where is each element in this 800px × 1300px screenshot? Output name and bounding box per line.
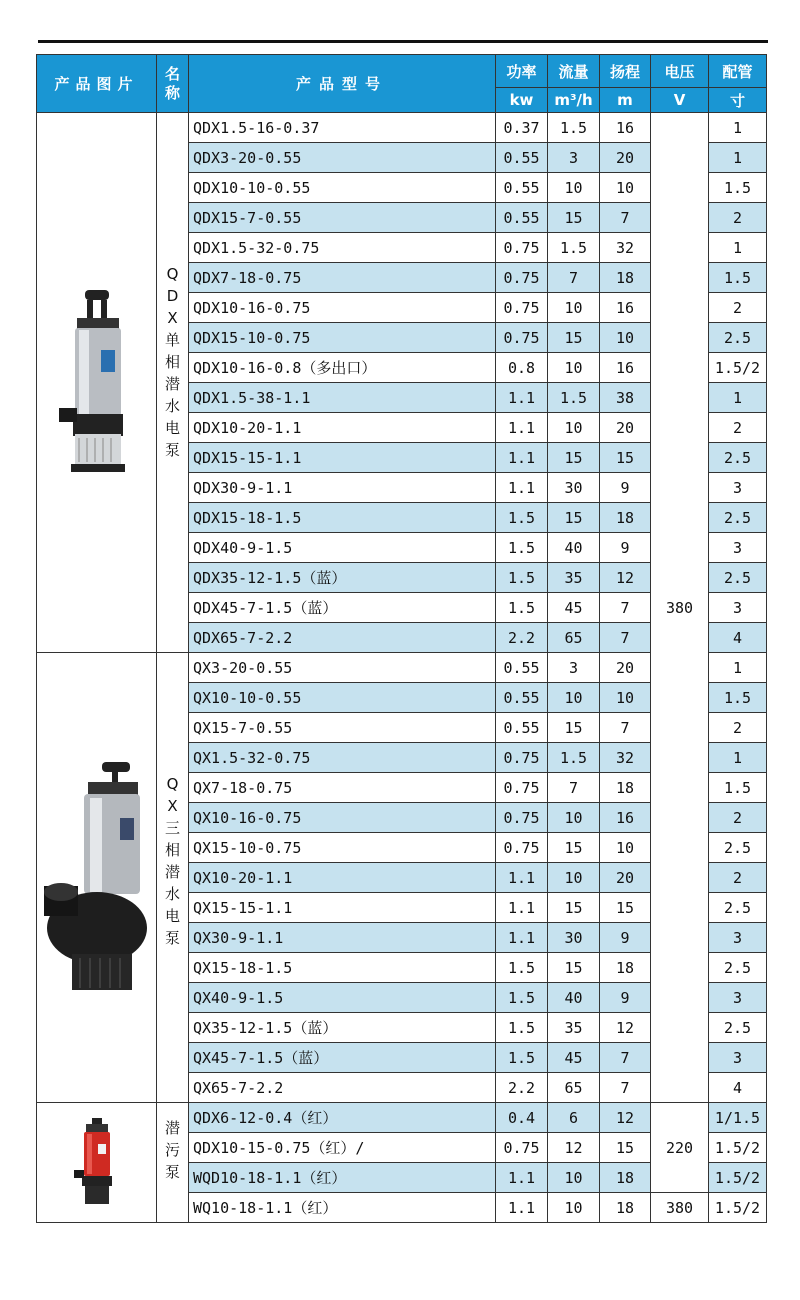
head-cell: 18 [600, 263, 651, 293]
product-name-cell [157, 113, 189, 653]
header-head: 扬程 [600, 55, 651, 88]
pipe-cell: 1 [709, 383, 767, 413]
pipe-cell: 2.5 [709, 833, 767, 863]
model-cell: QDX45-7-1.5（蓝） [189, 593, 496, 623]
model-cell: QX10-20-1.1 [189, 863, 496, 893]
product-name-char: 泵 [164, 1163, 180, 1181]
product-image-cell [37, 1103, 157, 1223]
pipe-cell: 2 [709, 293, 767, 323]
pipe-cell: 4 [709, 1073, 767, 1103]
pipe-cell: 1.5/2 [709, 1133, 767, 1163]
flow-cell: 1.5 [548, 113, 600, 143]
header-image-col: 产品图片 [37, 55, 157, 113]
header-pipe: 配管 [709, 55, 767, 88]
head-cell: 7 [600, 1043, 651, 1073]
header-model-col: 产品型号 [189, 55, 496, 113]
head-cell: 15 [600, 1133, 651, 1163]
power-cell: 1.1 [496, 1163, 548, 1193]
pipe-cell: 3 [709, 923, 767, 953]
power-cell: 1.5 [496, 983, 548, 1013]
model-cell: QX65-7-2.2 [189, 1073, 496, 1103]
model-cell: QDX1.5-16-0.37 [189, 113, 496, 143]
model-cell: QX40-9-1.5 [189, 983, 496, 1013]
model-cell: QDX10-16-0.75 [189, 293, 496, 323]
flow-cell: 45 [548, 1043, 600, 1073]
power-cell: 0.55 [496, 653, 548, 683]
model-cell: WQD10-18-1.1（红） [189, 1163, 496, 1193]
pipe-cell: 2.5 [709, 563, 767, 593]
model-cell: QDX10-15-0.75（红）/ [189, 1133, 496, 1163]
pipe-cell: 2 [709, 713, 767, 743]
power-cell: 1.1 [496, 863, 548, 893]
product-name-char: 电 [164, 419, 180, 437]
head-cell: 16 [600, 803, 651, 833]
power-cell: 1.5 [496, 533, 548, 563]
pipe-cell: 2.5 [709, 443, 767, 473]
model-cell: QX45-7-1.5（蓝） [189, 1043, 496, 1073]
product-name-char: 水 [164, 885, 180, 903]
power-cell: 0.55 [496, 713, 548, 743]
model-cell: QDX15-15-1.1 [189, 443, 496, 473]
model-cell: QDX30-9-1.1 [189, 473, 496, 503]
model-cell: QDX1.5-32-0.75 [189, 233, 496, 263]
model-cell: QDX10-20-1.1 [189, 413, 496, 443]
pipe-cell: 2.5 [709, 953, 767, 983]
head-cell: 16 [600, 113, 651, 143]
power-cell: 0.75 [496, 803, 548, 833]
flow-cell: 10 [548, 863, 600, 893]
pipe-cell: 4 [709, 623, 767, 653]
product-name-char: D [166, 287, 179, 305]
head-cell: 18 [600, 1163, 651, 1193]
pipe-cell: 1/1.5 [709, 1103, 767, 1133]
flow-cell: 12 [548, 1133, 600, 1163]
head-cell: 7 [600, 203, 651, 233]
header-voltage: 电压 [651, 55, 709, 88]
power-cell: 0.75 [496, 773, 548, 803]
silver-single-phase-pump-icon [37, 288, 156, 478]
pipe-cell: 1 [709, 233, 767, 263]
header-name-char: 名 [164, 64, 180, 83]
flow-cell: 10 [548, 293, 600, 323]
head-cell: 7 [600, 1073, 651, 1103]
table-row [37, 1103, 767, 1133]
voltage-cell: 220 [651, 1103, 709, 1193]
product-name-char: 污 [164, 1141, 180, 1159]
header-name-col [157, 55, 189, 113]
flow-cell: 10 [548, 173, 600, 203]
flow-cell: 6 [548, 1103, 600, 1133]
head-cell: 10 [600, 833, 651, 863]
power-cell: 1.1 [496, 413, 548, 443]
power-cell: 0.37 [496, 113, 548, 143]
pipe-cell: 1.5/2 [709, 353, 767, 383]
flow-cell: 10 [548, 803, 600, 833]
head-cell: 15 [600, 443, 651, 473]
flow-cell: 1.5 [548, 383, 600, 413]
product-image-cell [37, 113, 157, 653]
product-name-cell [157, 1103, 189, 1223]
model-cell: QDX15-7-0.55 [189, 203, 496, 233]
model-cell: QX30-9-1.1 [189, 923, 496, 953]
power-cell: 1.1 [496, 443, 548, 473]
model-cell: QDX65-7-2.2 [189, 623, 496, 653]
header-name-char: 称 [164, 83, 180, 102]
pipe-cell: 3 [709, 593, 767, 623]
pipe-cell: 1.5 [709, 773, 767, 803]
head-cell: 9 [600, 473, 651, 503]
head-cell: 9 [600, 983, 651, 1013]
model-cell: QDX35-12-1.5（蓝） [189, 563, 496, 593]
voltage-cell: 380 [651, 1193, 709, 1223]
pipe-cell: 3 [709, 533, 767, 563]
pipe-cell: 1 [709, 143, 767, 173]
power-cell: 0.75 [496, 1133, 548, 1163]
model-cell: QDX7-18-0.75 [189, 263, 496, 293]
flow-cell: 45 [548, 593, 600, 623]
flow-cell: 10 [548, 1193, 600, 1223]
model-cell: QX3-20-0.55 [189, 653, 496, 683]
pipe-cell: 1.5/2 [709, 1193, 767, 1223]
model-cell: QX10-10-0.55 [189, 683, 496, 713]
head-cell: 20 [600, 653, 651, 683]
flow-cell: 1.5 [548, 233, 600, 263]
power-cell: 1.1 [496, 383, 548, 413]
pipe-cell: 2.5 [709, 1013, 767, 1043]
head-cell: 18 [600, 953, 651, 983]
product-name-char: 潜 [164, 863, 180, 881]
black-three-phase-pump-icon [37, 758, 156, 998]
flow-cell: 15 [548, 323, 600, 353]
product-name-char: 单 [164, 331, 180, 349]
flow-cell: 15 [548, 443, 600, 473]
power-cell: 0.75 [496, 233, 548, 263]
model-cell: QDX10-16-0.8（多出口） [189, 353, 496, 383]
head-cell: 7 [600, 593, 651, 623]
product-name-char: 水 [164, 397, 180, 415]
power-cell: 1.1 [496, 893, 548, 923]
model-cell: QDX15-18-1.5 [189, 503, 496, 533]
product-name-char: X [167, 309, 178, 327]
model-cell: WQ10-18-1.1（红） [189, 1193, 496, 1223]
flow-cell: 7 [548, 263, 600, 293]
head-cell: 9 [600, 923, 651, 953]
power-cell: 0.55 [496, 173, 548, 203]
product-name-cell [157, 653, 189, 1103]
pipe-cell: 2 [709, 803, 767, 833]
flow-cell: 10 [548, 683, 600, 713]
head-cell: 7 [600, 713, 651, 743]
power-cell: 0.75 [496, 743, 548, 773]
product-name-char: 泵 [164, 441, 180, 459]
power-cell: 0.75 [496, 323, 548, 353]
power-cell: 0.75 [496, 833, 548, 863]
head-cell: 15 [600, 893, 651, 923]
flow-cell: 30 [548, 923, 600, 953]
header-pipe-unit: 寸 [709, 88, 767, 113]
model-cell: QX15-10-0.75 [189, 833, 496, 863]
power-cell: 0.55 [496, 203, 548, 233]
power-cell: 2.2 [496, 1073, 548, 1103]
flow-cell: 35 [548, 1013, 600, 1043]
product-name-char: Q [166, 265, 179, 283]
pipe-cell: 1.5 [709, 683, 767, 713]
pipe-cell: 1 [709, 743, 767, 773]
model-cell: QX15-7-0.55 [189, 713, 496, 743]
model-cell: QDX1.5-38-1.1 [189, 383, 496, 413]
flow-cell: 10 [548, 413, 600, 443]
head-cell: 32 [600, 233, 651, 263]
top-rule [38, 40, 768, 43]
power-cell: 0.4 [496, 1103, 548, 1133]
model-cell: QDX15-10-0.75 [189, 323, 496, 353]
product-name-char: 相 [164, 353, 180, 371]
flow-cell: 3 [548, 653, 600, 683]
pipe-cell: 1.5/2 [709, 1163, 767, 1193]
spec-table [36, 54, 767, 1223]
pipe-cell: 1 [709, 653, 767, 683]
head-cell: 10 [600, 323, 651, 353]
model-cell: QX15-15-1.1 [189, 893, 496, 923]
model-cell: QX1.5-32-0.75 [189, 743, 496, 773]
product-image-cell [37, 653, 157, 1103]
flow-cell: 40 [548, 983, 600, 1013]
pipe-cell: 3 [709, 473, 767, 503]
flow-cell: 1.5 [548, 743, 600, 773]
header-power-unit: kw [496, 88, 548, 113]
head-cell: 16 [600, 293, 651, 323]
flow-cell: 15 [548, 203, 600, 233]
red-sewage-pump-icon [37, 1118, 156, 1208]
head-cell: 18 [600, 503, 651, 533]
product-name-char: Q [166, 775, 179, 793]
power-cell: 0.75 [496, 293, 548, 323]
header-power: 功率 [496, 55, 548, 88]
flow-cell: 30 [548, 473, 600, 503]
pipe-cell: 2 [709, 203, 767, 233]
head-cell: 18 [600, 1193, 651, 1223]
pipe-cell: 2.5 [709, 893, 767, 923]
power-cell: 1.5 [496, 563, 548, 593]
flow-cell: 35 [548, 563, 600, 593]
pipe-cell: 3 [709, 983, 767, 1013]
head-cell: 16 [600, 353, 651, 383]
head-cell: 12 [600, 1013, 651, 1043]
power-cell: 0.55 [496, 683, 548, 713]
head-cell: 10 [600, 683, 651, 713]
power-cell: 0.8 [496, 353, 548, 383]
power-cell: 1.1 [496, 1193, 548, 1223]
head-cell: 20 [600, 143, 651, 173]
head-cell: 10 [600, 173, 651, 203]
table-row [37, 113, 767, 143]
header-head-unit: m [600, 88, 651, 113]
head-cell: 38 [600, 383, 651, 413]
head-cell: 32 [600, 743, 651, 773]
head-cell: 20 [600, 413, 651, 443]
power-cell: 0.75 [496, 263, 548, 293]
head-cell: 12 [600, 1103, 651, 1133]
flow-cell: 15 [548, 893, 600, 923]
product-name-char: 三 [164, 819, 180, 837]
model-cell: QDX40-9-1.5 [189, 533, 496, 563]
pipe-cell: 2.5 [709, 323, 767, 353]
header-flow: 流量 [548, 55, 600, 88]
flow-cell: 15 [548, 953, 600, 983]
voltage-cell: 380 [651, 113, 709, 1103]
pipe-cell: 1 [709, 113, 767, 143]
flow-cell: 15 [548, 503, 600, 533]
pipe-cell: 1.5 [709, 263, 767, 293]
header-flow-unit: m³/h [548, 88, 600, 113]
model-cell: QX15-18-1.5 [189, 953, 496, 983]
flow-cell: 15 [548, 833, 600, 863]
model-cell: QDX3-20-0.55 [189, 143, 496, 173]
pipe-cell: 2.5 [709, 503, 767, 533]
power-cell: 1.5 [496, 503, 548, 533]
flow-cell: 3 [548, 143, 600, 173]
flow-cell: 40 [548, 533, 600, 563]
flow-cell: 10 [548, 1163, 600, 1193]
power-cell: 0.55 [496, 143, 548, 173]
pipe-cell: 3 [709, 1043, 767, 1073]
table-body [37, 113, 767, 1223]
product-name-char: 相 [164, 841, 180, 859]
model-cell: QX10-16-0.75 [189, 803, 496, 833]
head-cell: 7 [600, 623, 651, 653]
model-cell: QX35-12-1.5（蓝） [189, 1013, 496, 1043]
model-cell: QDX6-12-0.4（红） [189, 1103, 496, 1133]
power-cell: 2.2 [496, 623, 548, 653]
head-cell: 20 [600, 863, 651, 893]
flow-cell: 65 [548, 1073, 600, 1103]
head-cell: 18 [600, 773, 651, 803]
flow-cell: 65 [548, 623, 600, 653]
model-cell: QDX10-10-0.55 [189, 173, 496, 203]
flow-cell: 7 [548, 773, 600, 803]
pipe-cell: 2 [709, 863, 767, 893]
power-cell: 1.5 [496, 593, 548, 623]
flow-cell: 10 [548, 353, 600, 383]
head-cell: 9 [600, 533, 651, 563]
product-name-char: 潜 [164, 375, 180, 393]
product-name-char: 电 [164, 907, 180, 925]
head-cell: 12 [600, 563, 651, 593]
power-cell: 1.5 [496, 953, 548, 983]
power-cell: 1.5 [496, 1013, 548, 1043]
flow-cell: 15 [548, 713, 600, 743]
pipe-cell: 1.5 [709, 173, 767, 203]
product-name-char: 泵 [164, 929, 180, 947]
header-voltage-unit: V [651, 88, 709, 113]
model-cell: QX7-18-0.75 [189, 773, 496, 803]
power-cell: 1.1 [496, 473, 548, 503]
pipe-cell: 2 [709, 413, 767, 443]
product-name-char: 潜 [164, 1119, 180, 1137]
power-cell: 1.1 [496, 923, 548, 953]
product-name-char: X [167, 797, 178, 815]
power-cell: 1.5 [496, 1043, 548, 1073]
